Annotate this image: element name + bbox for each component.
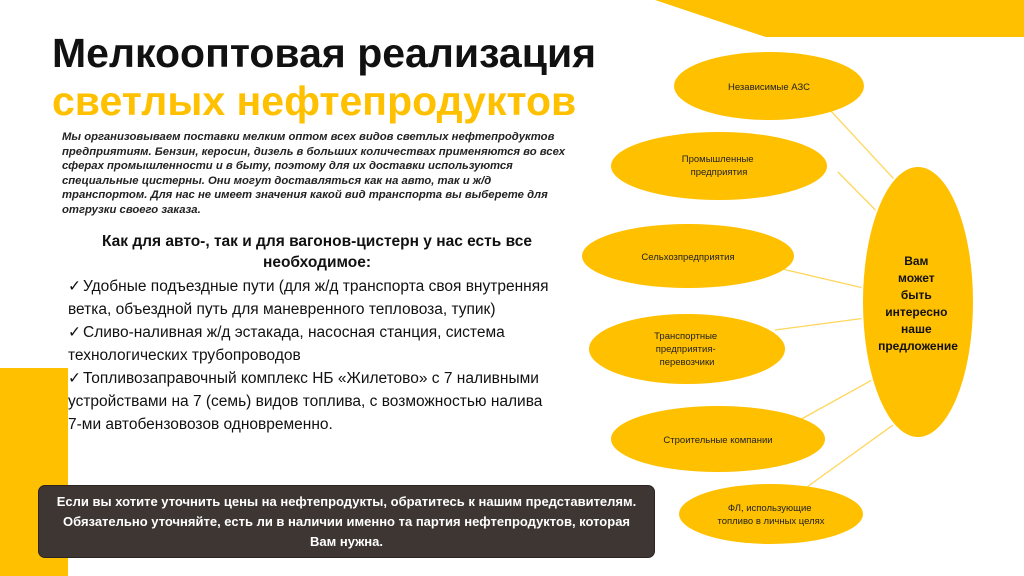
section-heading: Как для авто-, так и для вагонов-цистерн у нас есть все необходимое: — [102, 233, 532, 271]
page-title: Мелкооптовая реализация — [52, 30, 597, 76]
node-label-line: Сельхозпредприятия — [641, 252, 735, 263]
center-label-line: предложение — [878, 339, 958, 353]
page-title-accent: светлых нефтепродуктов — [52, 78, 577, 124]
center-label-line: Вам — [904, 254, 929, 268]
center-label-line: интересно — [885, 305, 948, 319]
node-label-line: Промышленные — [681, 154, 754, 165]
connector-line — [775, 318, 866, 330]
node-label-line: предприятия- — [655, 344, 716, 355]
checklist-item-text: Сливо-наливная ж/д эстакада, насосная станция, система технологических трубопроводов — [68, 324, 505, 364]
node-label-line: Строительные компании — [663, 435, 773, 446]
checklist-item-text: Удобные подъездные пути (для ж/д транспорта своя внутренняя ветка, объездной путь для маневренного тепловоза, тупик) — [68, 278, 549, 318]
node-label-line: предприятия — [690, 167, 748, 178]
center-offer-node — [862, 166, 974, 438]
node-agricultural-enterprises — [582, 224, 794, 288]
contact-note-text: Если вы хотите уточнить цены на нефтепродукты, обратитесь к нашим представителям. Обязательно уточняйте, есть ли в наличии именно та партия нефтепродуктов, которая Вам нужна. — [56, 493, 637, 549]
node-ellipse — [679, 484, 863, 544]
connector-line — [796, 380, 872, 422]
node-ellipse — [611, 132, 827, 200]
node-industrial-enterprises — [611, 132, 827, 200]
center-label-line: быть — [900, 288, 932, 302]
node-label — [654, 331, 720, 368]
node-label — [641, 252, 734, 263]
checklist-item-text: Топливозаправочный комплекс НБ «Жилетово» с 7 наливными устройствами на 7 (семь) видов топлива, с возможностью налива 7-ми автобензовозов одновременно. — [68, 370, 543, 433]
node-label-line: топливо в личных целях — [717, 516, 825, 527]
intro-text: Мы организовываем поставки мелким оптом всех видов светлых нефтепродуктов предприятиям. Бензин, керосин, дизель в больших количествах применяются во всех сферах промышленности и в быту, поэтому для их доставки используются специальные цистерны. Они могут доставляться как на авто, так и ж/д транспортом. Для нас не имеет значения какой вид транспорта вы выберете для отгрузки своего заказа. — [62, 131, 566, 216]
node-construction-companies — [611, 406, 825, 472]
node-individuals — [679, 484, 863, 544]
checkmark-icon: ✓ — [68, 370, 81, 387]
center-label-line: может — [898, 271, 935, 285]
node-label — [728, 82, 810, 93]
node-independent-gas-stations — [674, 52, 864, 120]
center-label-line: наше — [901, 322, 932, 336]
node-transport-enterprises — [589, 314, 785, 384]
checkmark-icon: ✓ — [68, 324, 81, 341]
node-label — [663, 435, 772, 446]
connector-line — [778, 268, 872, 290]
node-label-line: Независимые АЗС — [728, 82, 810, 93]
node-label-line: ФЛ, использующие — [727, 503, 812, 514]
center-ellipse — [862, 166, 974, 438]
checkmark-icon: ✓ — [68, 278, 81, 295]
node-label-line: перевозчики — [659, 357, 715, 368]
node-label-line: Транспортные — [654, 331, 718, 342]
